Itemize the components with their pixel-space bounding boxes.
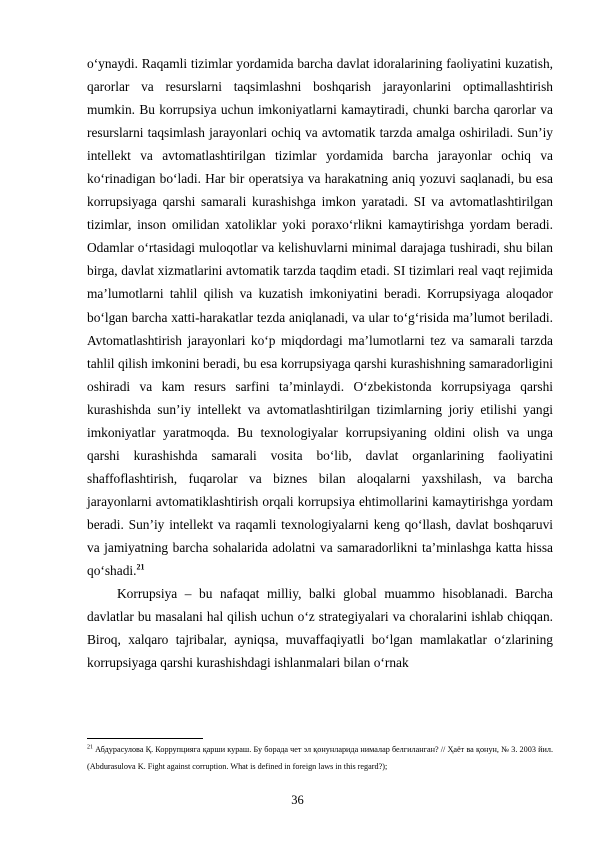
footnote: [87, 741, 553, 775]
paragraph-1: [87, 52, 553, 582]
footnote-divider: [87, 738, 203, 739]
footnote-mark: 21: [87, 744, 93, 751]
paragraph-1-text: o‘ynaydi. Raqamli tizimlar yordamida barcha davlat idoralarining faoliyatini kuzatish, qarorlar va resurslarni taqsimlashni boshqarish jarayonlarini optimallashtirish mumkin. Bu korrupsiya uchun imkoniyatlarni kamaytiradi, chunki barcha qarorlar va resurslarni taqsimlash jarayonlari ochiq va avtomatik tarzda amalga oshiriladi. Sun’iy intellekt va avtomatlashtirilgan tizimlar yordamida barcha jarayonlar ochiq va ko‘rinadigan bo‘ladi. Har bir operatsiya va harakatning aniq yozuvi saqlanadi, bu esa korrupsiyaga qarshi samarali kurashishga imkon yaratadi. SI va avtomatlashtirilgan tizimlar, inson omilidan xatoliklar yoki poraxo‘rlikni kamaytirishga yordam beradi. Odamlar o‘rtasidagi muloqotlar va kelishuvlarni minimal darajaga tushiradi, shu bilan birga, davlat xizmatlarini avtomatik tarzda taqdim etadi. SI tizimlari real vaqt rejimida ma’lumotlarni tahlil qilish va kuzatish imkoniyatini beradi. Korrupsiyaga aloqador bo‘lgan barcha xatti-harakatlar tezda aniqlanadi, va ular to‘g‘risida ma’lumot beriladi. Avtomatlashtirish jarayonlari ko‘p miqdordagi ma’lumotlarni tez va samarali tarzda tahlil qilish imkonini beradi, bu esa korrupsiyaga qarshi kurashishning samaradorligini oshiradi va kam resurs sarfini ta’minlaydi. O‘zbekistonda korrupsiyaga qarshi kurashishda sun’iy intellekt va avtomatlashtirilgan tizimlarning joriy etilishi yangi imkoniyatlar yaratmoqda. Bu texnologiyalar korrupsiyaning oldini olish va unga qarshi kurashishda samarali vosita bo‘lib, davlat organlarining faoliyatini shaffoflashtirish, fuqarolar va biznes bilan aloqalarni yaxshilash, va barcha jarayonlarni avtomatiklashtirish orqali korrupsiya ehtimollarini kamaytirishga yordam beradi. Sun’iy intellekt va raqamli texnologiyalarni keng qo‘llash, davlat boshqaruvi va jamiyatning barcha sohalarida adolatni va samaradorlikni ta’minlashga katta hissa qo‘shadi.: [87, 56, 553, 579]
paragraph-2: Korrupsiya – bu nafaqat milliy, balki global muammo hisoblanadi. Barcha davlatlar bu masalani hal qilish uchun o‘z strategiyalari va choralarini ishlab chiqqan. Biroq, xalqaro tajribalar, ayniqsa, muvaffaqiyatli bo‘lgan mamlakatlar o‘zlarining korrupsiyaga qarshi kurashishdagi ishlanmalari bilan o‘rnak: [87, 586, 553, 671]
body-text: [87, 52, 553, 674]
footnote-reference[interactable]: 21: [136, 562, 145, 572]
footnote-text: Абдурасулова Қ. Коррупцияга қарши кураш. Бу борада чет эл қонунларида нималар белгиланган? // Ҳаёт ва қонун, № 3. 2003 йил. (Abdurasulova K. Fight against corruption. What is defined in foreign laws in this regard?);: [87, 745, 553, 771]
page-number: 36: [291, 793, 304, 807]
